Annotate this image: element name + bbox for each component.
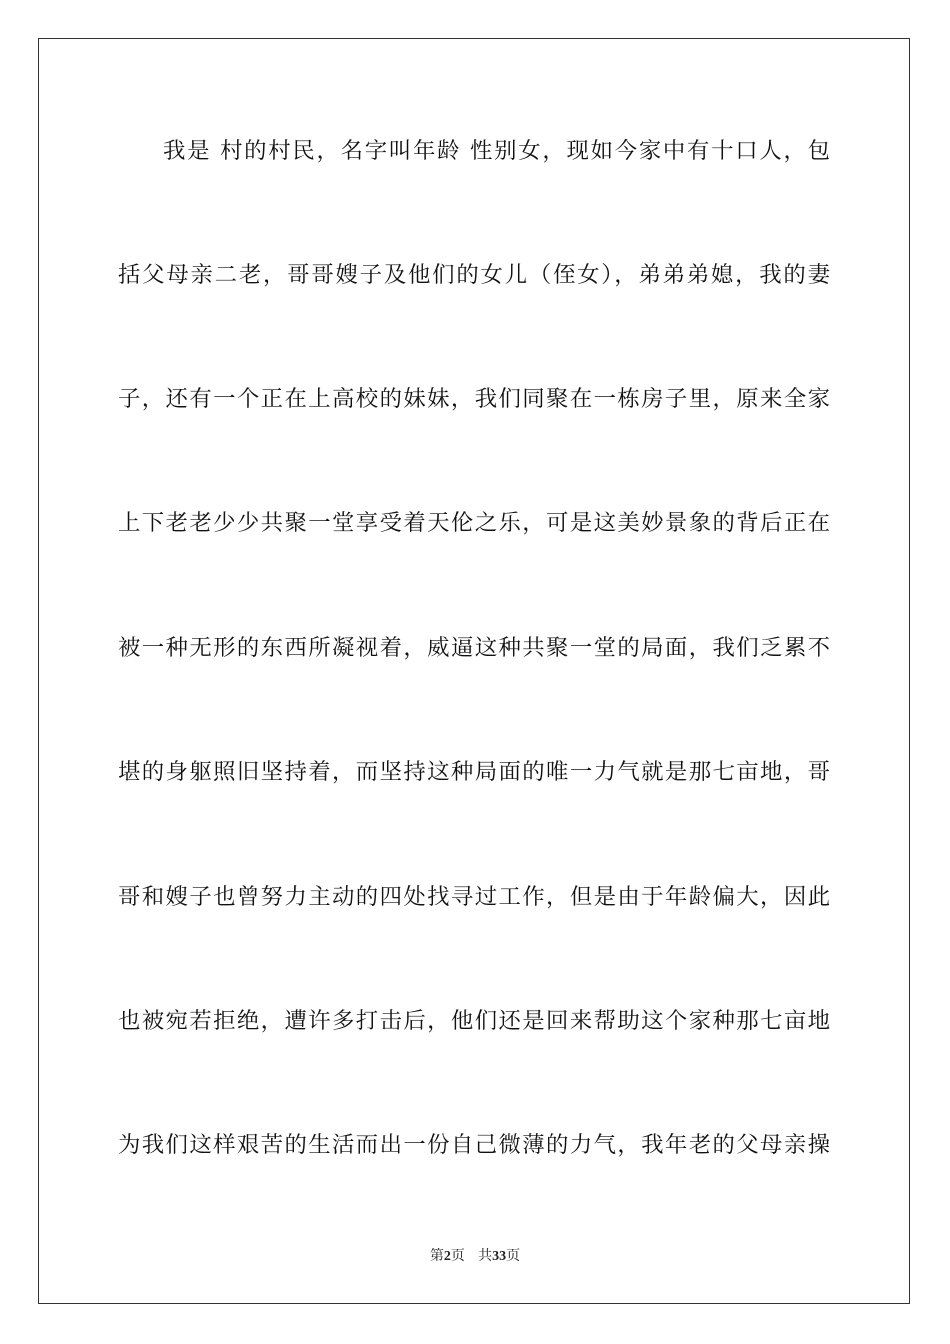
body-line-8: 也被宛若拒绝，遭许多打击后，他们还是回来帮助这个家种那七亩地 (118, 1008, 830, 1034)
page-border (38, 38, 910, 1304)
footer-page-total: 33 (492, 1249, 507, 1264)
footer-total-prefix: 共 (478, 1248, 493, 1264)
footer-page-suffix: 页 (450, 1248, 465, 1264)
body-line-5: 被一种无形的东西所凝视着，威逼这种共聚一堂的局面，我们乏累不 (118, 635, 830, 661)
body-line-3: 子，还有一个正在上高校的妹妹，我们同聚在一栋房子里，原来全家 (118, 386, 830, 412)
body-line-9: 为我们这样艰苦的生活而出一份自己微薄的力气，我年老的父母亲操 (118, 1132, 830, 1158)
footer-page-prefix: 第 (429, 1248, 444, 1264)
body-line-2: 括父母亲二老，哥哥嫂子及他们的女儿（侄女），弟弟弟媳，我的妻 (118, 262, 830, 288)
footer-page-current: 2 (443, 1249, 451, 1264)
body-line-7: 哥和嫂子也曾努力主动的四处找寻过工作，但是由于年龄偏大，因此 (118, 884, 830, 910)
page-footer (0, 1246, 950, 1267)
body-line-4: 上下老老少少共聚一堂享受着天伦之乐，可是这美妙景象的背后正在 (118, 510, 830, 536)
body-line-6: 堪的身躯照旧坚持着，而坚持这种局面的唯一力气就是那七亩地，哥 (118, 759, 830, 785)
footer-total-suffix: 页 (506, 1248, 521, 1264)
body-line-1: 我是 村的村民，名字叫年龄 性别女，现如今家中有十口人，包 (163, 138, 830, 164)
